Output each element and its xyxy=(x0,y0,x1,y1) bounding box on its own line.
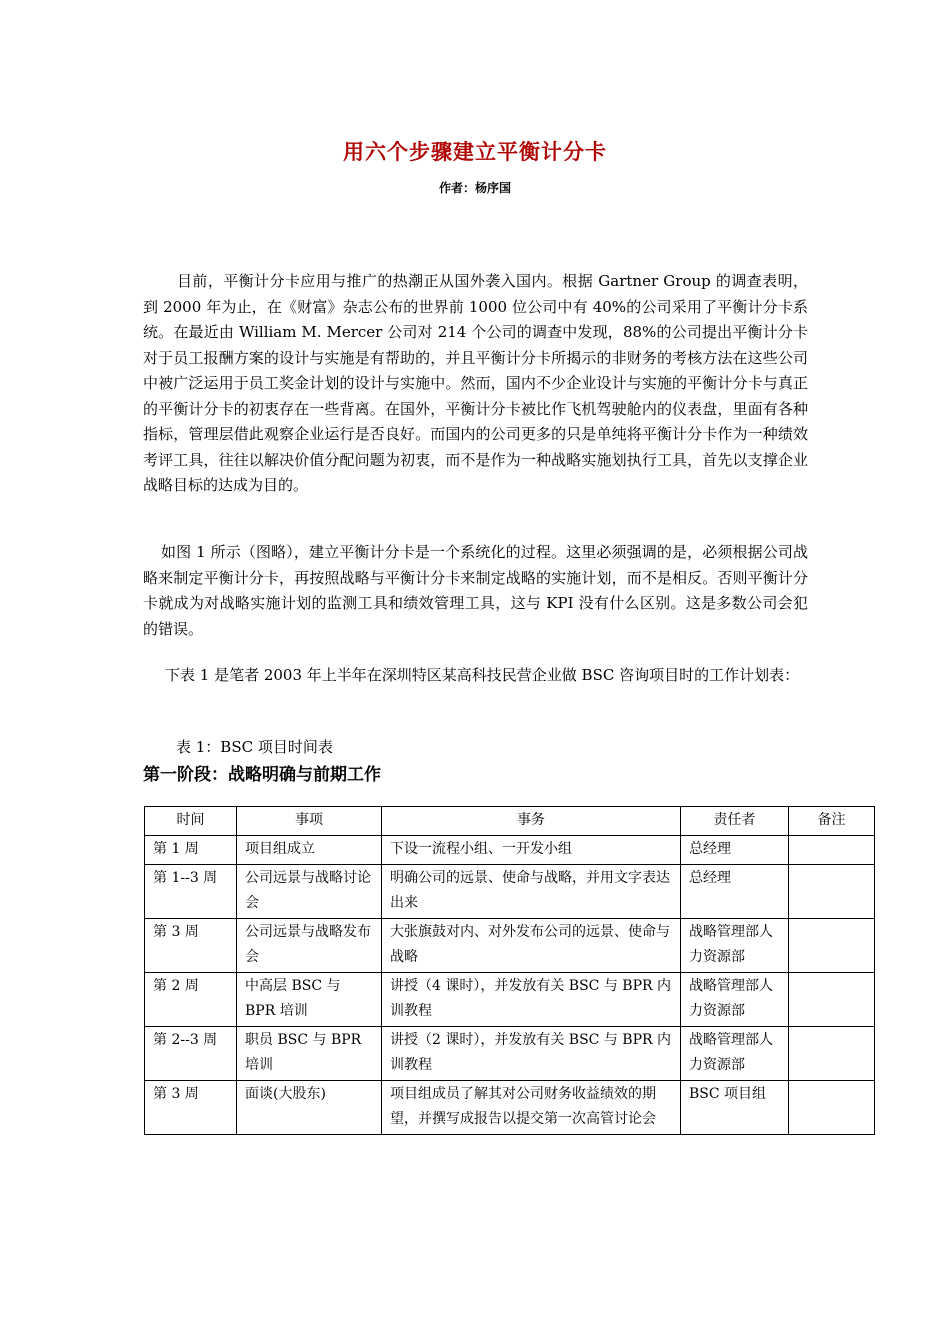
page-title: 用六个步骤建立平衡计分卡 xyxy=(343,140,607,164)
cell-note xyxy=(789,973,875,1027)
cell-item: 公司远景与战略讨论会 xyxy=(237,865,382,919)
header-item: 事项 xyxy=(237,807,382,836)
cell-owner: BSC 项目组 xyxy=(681,1081,789,1135)
header-time: 时间 xyxy=(145,807,237,836)
cell-note xyxy=(789,919,875,973)
cell-item: 项目组成立 xyxy=(237,836,382,865)
table-header-row xyxy=(145,807,875,836)
paragraph-process: 如图 1 所示（图略），建立平衡计分卡是一个系统化的过程。这里必须强调的是，必须根据公司战略来制定平衡计分卡，再按照战略与平衡计分卡来制定战略的实施计划，而不是相反。否则平衡计分卡就成为对战略实施计划的监测工具和绩效管理工具，这与 KPI 没有什么区别。这是多数公司会犯的错误。 xyxy=(143,543,808,638)
phase-heading: 第一阶段：战略明确与前期工作 xyxy=(143,765,381,785)
cell-note xyxy=(789,836,875,865)
table-row xyxy=(145,836,875,865)
cell-note xyxy=(789,865,875,919)
paragraph-intro: 目前，平衡计分卡应用与推广的热潮正从国外袭入国内。根据 Gartner Group 的调查表明，到 2000 年为止，在《财富》杂志公布的世界前 1000 位公司中有 40%的公司采用了平衡计分卡系统。在最近由 William M. Mercer 公司对 214 个公司的调查中发现，88%的公司提出平衡计分卡对于员工报酬方案的设计与实施是有帮助的，并且平衡计分卡所揭示的非财务的考核方法在这些公司中被广泛运用于员工奖金计划的设计与实施中。然而，国内不少企业设计与实施的平衡计分卡与真正的平衡计分卡的初衷存在一些背离。在国外，平衡计分卡被比作飞机驾驶舱内的仪表盘，里面有各种指标，管理层借此观察企业运行是否良好。而国内的公司更多的只是单纯将平衡计分卡作为一种绩效考评工具，往往以解决价值分配问题为初衷，而不是作为一种战略实施划执行工具，首先以支撑企业战略目标的达成为目的。 xyxy=(143,272,808,494)
cell-owner: 战略管理部人力资源部 xyxy=(681,1027,789,1081)
cell-task: 项目组成员了解其对公司财务收益绩效的期望，并撰写成报告以提交第一次高管讨论会 xyxy=(382,1081,681,1135)
table-row xyxy=(145,919,875,973)
cell-time: 第 2--3 周 xyxy=(145,1027,237,1081)
cell-note xyxy=(789,1081,875,1135)
cell-time: 第 1--3 周 xyxy=(145,865,237,919)
cell-task: 下设一流程小组、一开发小组 xyxy=(382,836,681,865)
cell-note xyxy=(789,1027,875,1081)
cell-task: 大张旗鼓对内、对外发布公司的远景、使命与战略 xyxy=(382,919,681,973)
cell-task: 明确公司的远景、使命与战略，并用文字表达出来 xyxy=(382,865,681,919)
cell-task: 讲授（2 课时），并发放有关 BSC 与 BPR 内训教程 xyxy=(382,1027,681,1081)
cell-owner: 战略管理部人力资源部 xyxy=(681,973,789,1027)
cell-item: 职员 BSC 与 BPR 培训 xyxy=(237,1027,382,1081)
author-line: 作者：杨序国 xyxy=(438,181,511,195)
cell-time: 第 3 周 xyxy=(145,919,237,973)
schedule-table xyxy=(144,806,875,1135)
cell-owner: 总经理 xyxy=(681,865,789,919)
table-row xyxy=(145,1081,875,1135)
cell-item: 面谈(大股东) xyxy=(237,1081,382,1135)
table-row xyxy=(145,865,875,919)
cell-item: 公司远景与战略发布会 xyxy=(237,919,382,973)
cell-owner: 总经理 xyxy=(681,836,789,865)
table-row xyxy=(145,973,875,1027)
cell-task: 讲授（4 课时），并发放有关 BSC 与 BPR 内训教程 xyxy=(382,973,681,1027)
cell-time: 第 1 周 xyxy=(145,836,237,865)
cell-time: 第 2 周 xyxy=(145,973,237,1027)
paragraph-table-intro: 下表 1 是笔者 2003 年上半年在深圳特区某高科技民营企业做 BSC 咨询项目时的工作计划表： xyxy=(165,666,800,684)
table-caption: 表 1：BSC 项目时间表 xyxy=(176,738,333,756)
header-note: 备注 xyxy=(789,807,875,836)
header-task: 事务 xyxy=(382,807,681,836)
header-owner: 责任者 xyxy=(681,807,789,836)
cell-owner: 战略管理部人力资源部 xyxy=(681,919,789,973)
cell-time: 第 3 周 xyxy=(145,1081,237,1135)
cell-item: 中高层 BSC 与 BPR 培训 xyxy=(237,973,382,1027)
table-row xyxy=(145,1027,875,1081)
